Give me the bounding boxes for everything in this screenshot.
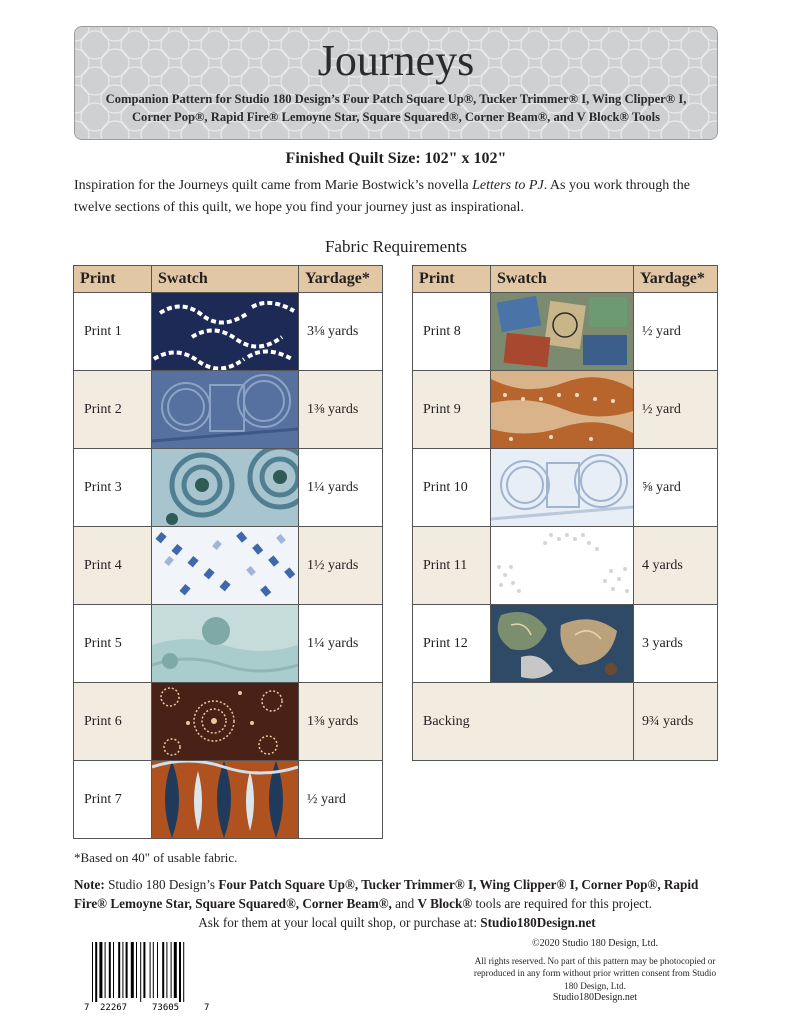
copyright-block	[470, 938, 720, 1005]
yardage-value: 1⅜ yards	[299, 683, 383, 761]
print-label: Print 2	[74, 371, 152, 449]
yardage-value: 1½ yards	[299, 527, 383, 605]
barcode-bar	[122, 942, 123, 998]
print-label: Print 7	[74, 761, 152, 839]
backing-yardage: 9¾ yards	[634, 683, 718, 761]
purchase-line	[74, 913, 720, 932]
print-5-swatch	[152, 605, 298, 682]
tools-note	[74, 875, 720, 932]
barcode-bar	[105, 942, 106, 998]
barcode-bar	[118, 942, 120, 998]
print-1-swatch	[152, 293, 298, 370]
print-label: Print 12	[413, 605, 491, 683]
note-text-1: Studio 180 Design’s	[104, 877, 219, 892]
print-label: Print 1	[74, 293, 152, 371]
header-print: Print	[413, 266, 491, 293]
barcode-bar	[113, 942, 114, 998]
table-row	[413, 449, 718, 527]
yardage-value: 4 yards	[634, 527, 718, 605]
print-3-swatch	[152, 449, 298, 526]
barcode-bar	[179, 942, 181, 1002]
swatch-cell	[491, 605, 634, 683]
intro-text-start: Inspiration for the Journeys quilt came from Marie Bostwick’s novella	[74, 178, 473, 193]
print-label: Print 6	[74, 683, 152, 761]
yardage-value: ½ yard	[299, 761, 383, 839]
barcode-bar	[143, 942, 145, 998]
barcode-bar	[131, 942, 134, 998]
fabric-table-right	[412, 265, 718, 761]
print-label: Print 4	[74, 527, 152, 605]
upc-barcode	[82, 940, 212, 1012]
barcode-bar	[136, 942, 137, 998]
print-12-swatch	[491, 605, 633, 682]
barcode-digits-right: 73605	[152, 1003, 180, 1012]
print-4-swatch	[152, 527, 298, 604]
yardage-value: ½ yard	[634, 293, 718, 371]
swatch-cell	[152, 527, 299, 605]
copyright-line: ©2020 Studio 180 Design, Ltd.	[532, 938, 658, 949]
subtitle-line-1: Companion Pattern for Studio 180 Design’s Four Patch Square Up®, Tucker Trimmer® I, Wing Clipper® I,	[105, 92, 687, 106]
table-row	[413, 371, 718, 449]
yardage-value: 3⅛ yards	[299, 293, 383, 371]
header-yardage: Yardage*	[299, 266, 383, 293]
swatch-cell	[491, 293, 634, 371]
barcode-bar	[140, 942, 141, 1002]
header-yardage: Yardage*	[634, 266, 718, 293]
barcode-bar	[99, 942, 102, 998]
intro-paragraph	[74, 175, 724, 219]
swatch-cell	[152, 761, 299, 839]
barcode-bar	[174, 942, 177, 998]
note-tools-2: V Block®	[417, 896, 473, 911]
barcode-digit-end: 7	[204, 1003, 210, 1012]
pattern-title: Journeys	[317, 36, 475, 85]
swatch-cell	[152, 449, 299, 527]
table-row	[74, 449, 383, 527]
table-row	[413, 605, 718, 683]
swatch-cell	[491, 449, 634, 527]
print-11-swatch	[491, 527, 633, 604]
barcode-bar	[162, 942, 164, 998]
table-row	[74, 605, 383, 683]
swatch-cell	[152, 293, 299, 371]
print-label: Print 8	[413, 293, 491, 371]
header-print: Print	[74, 266, 152, 293]
yardage-value: 1¼ yards	[299, 605, 383, 683]
table-header-row	[74, 266, 383, 293]
print-label: Print 9	[413, 371, 491, 449]
swatch-cell	[491, 371, 634, 449]
print-7-swatch	[152, 761, 298, 838]
yardage-value: ⅝ yard	[634, 449, 718, 527]
finished-quilt-size: Finished Quilt Size: 102" x 102"	[285, 150, 507, 167]
print-label: Print 5	[74, 605, 152, 683]
barcode-bar	[157, 942, 158, 998]
book-title: Letters to PJ	[472, 178, 544, 193]
print-8-swatch	[491, 293, 633, 370]
note-label: Note:	[74, 877, 105, 892]
print-10-swatch	[491, 449, 633, 526]
swatch-cell	[152, 605, 299, 683]
yardage-footnote: *Based on 40" of usable fabric.	[74, 850, 238, 865]
table-row	[413, 683, 718, 761]
header-swatch: Swatch	[491, 266, 634, 293]
table-row	[413, 293, 718, 371]
purchase-site: Studio180Design.net	[480, 915, 596, 930]
header-banner	[74, 26, 718, 140]
barcode-bar	[95, 942, 97, 1002]
barcode-bar	[171, 942, 172, 998]
pattern-subtitle	[95, 90, 697, 126]
table-row	[74, 371, 383, 449]
backing-label: Backing	[413, 683, 634, 761]
table-row	[74, 761, 383, 839]
print-label: Print 3	[74, 449, 152, 527]
intro-text-end: . As you work through the twelve sections of this quilt, we hope you find your journey just as inspirational.	[74, 178, 690, 215]
table-header-row	[413, 266, 718, 293]
fabric-requirements-title: Fabric Requirements	[324, 237, 468, 256]
barcode-digit-start: 7	[84, 1003, 90, 1012]
print-6-swatch	[152, 683, 298, 760]
barcode-bar	[92, 942, 93, 1002]
swatch-cell	[491, 527, 634, 605]
print-9-swatch	[491, 371, 633, 448]
swatch-cell	[152, 371, 299, 449]
table-row	[413, 527, 718, 605]
yardage-value: 1⅜ yards	[299, 371, 383, 449]
barcode-bar	[126, 942, 128, 998]
table-row	[74, 293, 383, 371]
barcode-bar	[183, 942, 184, 1002]
subtitle-line-2: Corner Pop®, Rapid Fire® Lemoyne Star, Square Squared®, Corner Beam®, and V Block® Tools	[131, 110, 661, 124]
barcode-bar	[166, 942, 167, 998]
note-text-2: and	[391, 896, 418, 911]
print-label: Print 10	[413, 449, 491, 527]
yardage-value: ½ yard	[634, 371, 718, 449]
yardage-value: 1¼ yards	[299, 449, 383, 527]
barcode-digits-left: 22267	[100, 1003, 128, 1012]
table-row	[74, 527, 383, 605]
print-label: Print 11	[413, 527, 491, 605]
barcode-bar	[153, 942, 154, 998]
table-row	[74, 683, 383, 761]
header-swatch: Swatch	[152, 266, 299, 293]
yardage-value: 3 yards	[634, 605, 718, 683]
barcode-bar	[109, 942, 111, 998]
swatch-cell	[152, 683, 299, 761]
rights-reserved-text: All rights reserved. No part of this pattern may be photocopied or reproduced in any form without prior written consent from Studio 180 Design, Ltd.	[473, 955, 717, 991]
print-2-swatch	[152, 371, 298, 448]
fabric-table-left	[73, 265, 383, 839]
copyright-website: Studio180Design.net	[552, 992, 638, 1003]
note-tools-1: Four Patch Square Up®, Tucker Trimmer® I, Wing Clipper® I, Corner Pop®, Rapid Fire® Lemoyne Star, Square Squared®, Corner Beam®,	[74, 877, 699, 911]
barcode-bar	[150, 942, 151, 998]
note-text-3: tools are required for this project.	[472, 896, 652, 911]
purchase-text: Ask for them at your local quilt shop, or purchase at:	[198, 915, 481, 930]
